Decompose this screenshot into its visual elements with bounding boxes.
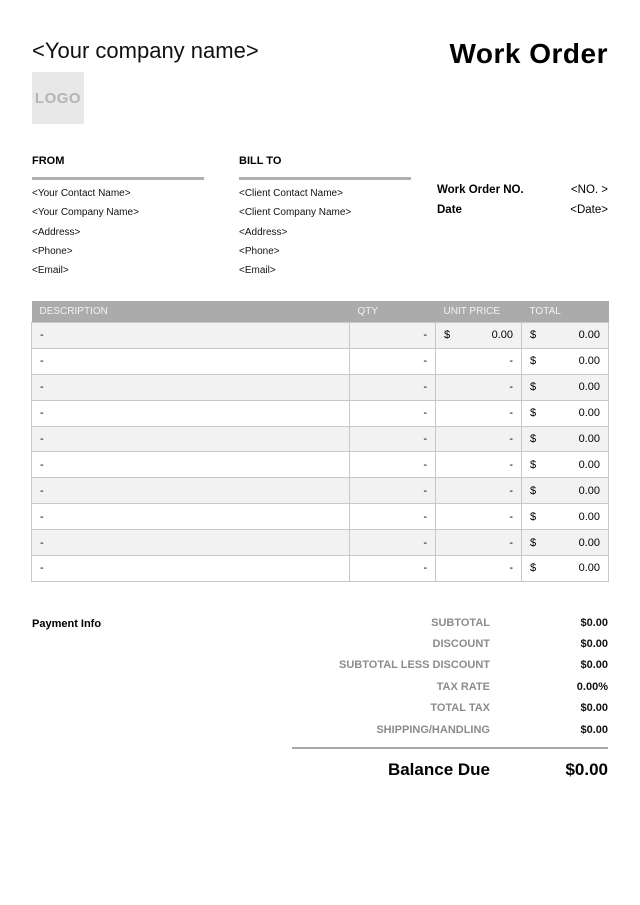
total-cell	[522, 504, 609, 530]
qty-cell[interactable]: -	[350, 400, 436, 426]
unit-price-amount: -	[509, 433, 513, 445]
subtotal-row	[288, 612, 608, 633]
client-company-name: <Client Company Name>	[239, 207, 352, 219]
order-meta-labels	[437, 181, 524, 220]
total-amount: 0.00	[578, 381, 600, 394]
discount-value: $0.00	[580, 638, 608, 651]
total-amount: 0.00	[578, 562, 600, 575]
total-currency: $	[530, 536, 537, 549]
unit-price-cell[interactable]	[436, 556, 522, 582]
unit-price-cell[interactable]	[436, 478, 522, 504]
unit-price-amount: -	[509, 562, 513, 575]
total-cell	[522, 556, 609, 582]
qty-cell[interactable]: -	[350, 374, 436, 400]
discount-row	[288, 633, 608, 654]
subtotal-label: SUBTOTAL	[431, 616, 490, 629]
qty-cell[interactable]: -	[350, 426, 436, 452]
table-row	[32, 452, 609, 478]
date-label: Date	[437, 203, 462, 216]
line-items-table	[31, 301, 609, 582]
unit-price-amount: -	[509, 458, 513, 471]
total-amount: 0.00	[578, 484, 600, 497]
unit-price-amount: 0.00	[491, 329, 513, 342]
description-cell[interactable]: -	[32, 426, 350, 452]
bill-to-address-block	[239, 184, 351, 280]
unit-price-amount: -	[509, 355, 513, 368]
total-cell	[522, 374, 609, 400]
total-currency: $	[530, 381, 537, 394]
client-phone: <Phone>	[239, 245, 280, 257]
unit-price-cell[interactable]	[436, 452, 522, 478]
total-cell	[522, 348, 609, 374]
table-row	[32, 348, 609, 374]
qty-cell[interactable]: -	[350, 556, 436, 582]
unit-price-amount: -	[509, 536, 513, 549]
unit-price-cell[interactable]	[436, 504, 522, 530]
table-row	[32, 374, 609, 400]
total-cell	[522, 323, 609, 349]
table-header-row	[32, 301, 609, 323]
total-amount: 0.00	[578, 510, 600, 523]
description-cell[interactable]: -	[32, 504, 350, 530]
total-tax-row	[288, 698, 608, 719]
description-cell[interactable]: -	[32, 452, 350, 478]
total-currency: $	[530, 433, 537, 445]
unit-price-cell[interactable]	[436, 374, 522, 400]
qty-cell[interactable]: -	[350, 348, 436, 374]
from-phone: <Phone>	[32, 245, 73, 257]
description-cell[interactable]: -	[32, 556, 350, 582]
subtotal-less-discount-value: $0.00	[580, 659, 608, 672]
tax-rate-row	[288, 676, 608, 697]
tax-rate-label: TAX RATE	[436, 680, 490, 693]
balance-due-row	[288, 760, 608, 780]
total-currency: $	[530, 329, 537, 342]
description-cell[interactable]: -	[32, 374, 350, 400]
shipping-handling-value: $0.00	[580, 723, 608, 736]
table-row	[32, 426, 609, 452]
unit-price-amount: -	[509, 484, 513, 497]
table-row	[32, 530, 609, 556]
subtotal-less-discount-label: SUBTOTAL LESS DISCOUNT	[339, 659, 490, 672]
qty-cell[interactable]: -	[350, 504, 436, 530]
logo-placeholder	[32, 72, 84, 124]
qty-cell[interactable]: -	[350, 323, 436, 349]
unit-price-amount: -	[509, 381, 513, 394]
column-header-unit-price: UNIT PRICE	[436, 301, 522, 323]
balance-due-label: Balance Due	[387, 760, 490, 779]
description-cell[interactable]: -	[32, 400, 350, 426]
bill-to-divider	[239, 177, 411, 180]
qty-cell[interactable]: -	[350, 452, 436, 478]
unit-price-cell[interactable]	[436, 530, 522, 556]
total-cell	[522, 530, 609, 556]
from-heading: FROM	[32, 155, 65, 167]
total-currency: $	[530, 562, 537, 575]
document-title: Work Order	[449, 38, 608, 69]
total-cell	[522, 426, 609, 452]
from-contact-name: <Your Contact Name>	[32, 188, 131, 199]
client-email: <Email>	[239, 265, 276, 277]
date-value: <Date>	[570, 203, 608, 216]
order-no-value: <NO. >	[570, 184, 608, 196]
unit-price-cell[interactable]	[436, 400, 522, 426]
payment-info-label: Payment Info	[32, 618, 102, 630]
from-email: <Email>	[32, 265, 69, 277]
description-cell[interactable]: -	[32, 323, 350, 349]
table-row	[32, 478, 609, 504]
summary-divider	[292, 747, 608, 749]
from-company-name: <Your Company Name>	[32, 207, 139, 219]
qty-cell[interactable]: -	[350, 478, 436, 504]
total-currency: $	[530, 510, 537, 523]
subtotal-less-discount-row	[288, 655, 608, 676]
total-cell	[522, 400, 609, 426]
order-meta-values	[570, 181, 608, 220]
total-currency: $	[530, 458, 537, 471]
total-currency: $	[530, 355, 537, 368]
total-currency: $	[530, 407, 537, 420]
unit-price-cell[interactable]	[436, 348, 522, 374]
total-amount: 0.00	[578, 329, 600, 342]
table-row	[32, 323, 609, 349]
description-cell[interactable]: -	[32, 530, 350, 556]
from-address-block	[32, 184, 139, 280]
client-contact-name: <Client Contact Name>	[239, 188, 343, 199]
shipping-handling-row	[288, 719, 608, 740]
total-amount: 0.00	[578, 433, 600, 445]
description-cell[interactable]: -	[32, 348, 350, 374]
total-amount: 0.00	[578, 355, 600, 368]
table-row	[32, 504, 609, 530]
from-divider	[32, 177, 204, 180]
discount-label: DISCOUNT	[432, 638, 490, 651]
column-header-description: DESCRIPTION	[32, 301, 350, 323]
table-row	[32, 400, 609, 426]
total-tax-label: TOTAL TAX	[430, 702, 490, 715]
from-address: <Address>	[32, 226, 81, 238]
logo-text: LOGO	[34, 89, 82, 107]
table-row	[32, 556, 609, 582]
company-name: <Your company name>	[32, 38, 259, 63]
unit-price-amount: -	[509, 407, 513, 420]
unit-price-cell[interactable]	[436, 426, 522, 452]
description-cell[interactable]: -	[32, 478, 350, 504]
unit-price-amount: -	[509, 510, 513, 523]
client-address: <Address>	[239, 226, 288, 238]
column-header-qty: QTY	[350, 301, 436, 323]
bill-to-heading: BILL TO	[239, 155, 282, 167]
qty-cell[interactable]: -	[350, 530, 436, 556]
tax-rate-value: 0.00%	[576, 680, 608, 693]
order-no-label: Work Order NO.	[437, 184, 524, 196]
total-amount: 0.00	[578, 536, 600, 549]
total-tax-value: $0.00	[580, 702, 608, 715]
totals-summary	[288, 612, 608, 740]
total-cell	[522, 452, 609, 478]
unit-price-cell[interactable]	[436, 323, 522, 349]
unit-price-currency: $	[444, 329, 451, 342]
column-header-total: TOTAL	[522, 301, 609, 323]
total-amount: 0.00	[578, 458, 600, 471]
subtotal-value: $0.00	[580, 616, 608, 629]
balance-due-value: $0.00	[565, 760, 608, 779]
total-currency: $	[530, 484, 537, 497]
total-amount: 0.00	[578, 407, 600, 420]
total-cell	[522, 478, 609, 504]
shipping-handling-label: SHIPPING/HANDLING	[376, 723, 490, 736]
